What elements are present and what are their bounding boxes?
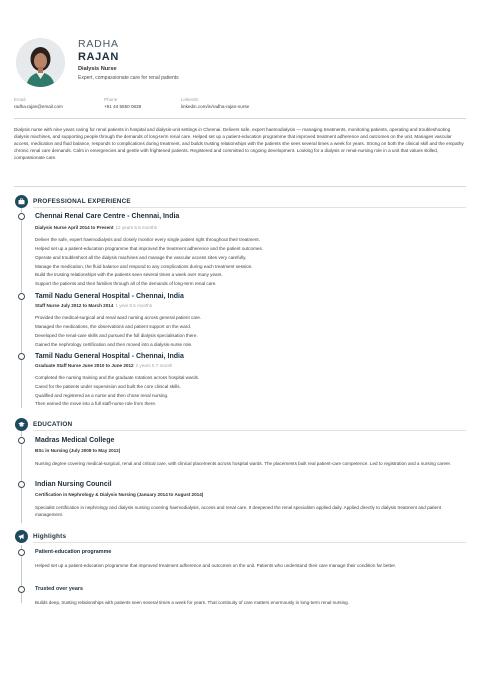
timeline-dot <box>18 353 25 360</box>
job-bullet: Qualified and registered as a nurse and then chose renal nursing. <box>35 393 169 398</box>
job-duration: 2 years 0.7 month <box>135 363 173 368</box>
job-position: Graduate Staff Nurse June 2010 to June 2012 2 years 0.7 month <box>35 363 173 368</box>
job-bullet: Deliver the safe, expert haemodialysis and closely monitor every single patient right throughout their treatment. <box>35 237 260 242</box>
first-name: RADHA <box>78 38 119 50</box>
profile-summary: Dialysis nurse with nine years caring for renal patients in hospital and dialysis-unit settings in Chennai. Delivers safe, expert haemodialysis — managing treatments, monitoring patients, operating and troubleshooting dialysis machines, and supporting people through the demands of long-term renal care. Helped set up a patient-education programme that improved treatment adherence and outcomes on the unit. Manages vascular access, medication and fluid balance, responds to complications during treatment, and builds trusting relationships with the patients she sees several times a week for years. Strong on both the clinical skill and the empathy chronic renal care demands. Calm in emergencies and gentle with frightened patients. Registered and committed to ongoing development. Looking for a dialysis or renal-nursing role in a unit that values skilled, compassionate care. <box>14 127 464 161</box>
contact-email <box>14 97 63 109</box>
linkedin-value[interactable]: linkedin.com/in/radha-rajan-nurse <box>181 104 250 109</box>
summary-divider <box>14 186 466 187</box>
job-bullet: Then earned the move into a full staff-nurse role from there. <box>35 401 157 406</box>
job-bullet: Helped set up a patient-education programme that improved the treatment adherence and the patient outcomes. <box>35 246 264 251</box>
job-position: Staff Nurse July 2012 to March 2014 1 year 8.5 months <box>35 303 153 308</box>
highlight-description: Builds deep, trusting relationships with patients seen several times a week for years. That continuity of care matters enormously in long-term renal nursing. <box>35 600 349 605</box>
education-description: Specialist certification in nephrology and dialysis nursing covering haemodialysis, access and renal care. It deepened the renal specialism applied daily. Applied directly to dialysis treatment and patient management. <box>35 505 441 517</box>
education-badge <box>15 418 28 431</box>
job-employer: Tamil Nadu General Hospital - Chennai, India <box>35 353 184 360</box>
contact-label: Email <box>14 97 26 102</box>
email-value[interactable]: radha.rajan@email.com <box>14 104 63 109</box>
education-description: Nursing degree covering medical-surgical, renal and critical care, with clinical placements across hospital wards. The placements built real patient-care competence. Led to registration and a nursing career. <box>35 461 452 466</box>
tagline: Expert, compassionate care for renal patients <box>78 75 179 81</box>
job-bullet: Completed the nursing training and the graduate rotations across hospital wards. <box>35 375 200 380</box>
job-bullet: Cared for the patients under supervision and built the core clinical skills. <box>35 384 181 389</box>
job-bullet: Support the patients and their families through all of the demands of long-term renal care. <box>35 281 217 286</box>
highlight-title: Trusted over years <box>35 586 83 592</box>
experience-timeline <box>21 208 22 408</box>
degree: BSc in Nursing (July 2008 to May 2012) <box>35 448 121 453</box>
graduation-cap-icon <box>18 421 25 428</box>
highlights-title: Highlights <box>33 533 67 540</box>
megaphone-icon <box>18 533 25 540</box>
job-bullet: Build the trusting relationships with the patients seen several times a week over many years. <box>35 272 223 277</box>
section-divider <box>33 207 466 208</box>
profile-photo <box>16 38 65 87</box>
job-bullet: Provided the medical-surgical and renal ward nursing across general patient care. <box>35 315 202 320</box>
briefcase-icon <box>18 198 25 205</box>
highlights-badge <box>15 530 28 543</box>
experience-badge <box>15 195 28 208</box>
school-name: Indian Nursing Council <box>35 481 112 488</box>
timeline-dot <box>18 437 25 444</box>
avatar <box>16 38 65 87</box>
job-employer: Chennai Renal Care Centre - Chennai, India <box>35 213 180 220</box>
job-title: Dialysis Nurse <box>78 66 117 72</box>
contact-label: Phone <box>104 97 118 102</box>
timeline-dot <box>18 481 25 488</box>
job-duration: 1 year 8.5 months <box>115 303 153 308</box>
education-timeline <box>21 431 22 523</box>
job-employer: Tamil Nadu General Hospital - Chennai, India <box>35 293 184 300</box>
job-duration: 12 years 5.5 months <box>115 225 158 230</box>
experience-title: PROFESSIONAL EXPERIENCE <box>33 198 131 205</box>
contact-phone <box>104 97 141 109</box>
timeline-dot <box>18 549 25 556</box>
section-divider <box>33 430 466 431</box>
highlight-description: Helped set up a patient-education programme that improved treatment adherence and outcomes on the unit. Patients who understand their care manage their condition far better. <box>35 563 397 568</box>
timeline-dot <box>18 586 25 593</box>
job-position: Dialysis Nurse April 2014 to Present 12 years 5.5 months <box>35 225 158 230</box>
school-name: Madras Medical College <box>35 437 115 444</box>
timeline-dot <box>18 293 25 300</box>
contact-linkedin <box>181 97 249 109</box>
last-name: RAJAN <box>78 51 119 63</box>
section-divider <box>33 542 466 543</box>
phone-value[interactable]: +91 44 5550 0638 <box>104 104 142 109</box>
highlight-title: Patient-education programme <box>35 549 112 555</box>
header-divider <box>14 118 466 119</box>
timeline-dot <box>18 213 25 220</box>
job-bullet: Gained the nephrology certification and then moved into a dialysis-nurse role. <box>35 342 193 347</box>
job-bullet: Operate and troubleshoot all the dialysis machines and manage the vascular access sites very carefully. <box>35 255 247 260</box>
job-bullet: Manage the medication, the fluid balance and respond to any complications during each treatment session. <box>35 264 253 269</box>
job-bullet: Managed the medications, the observations and patient support on the ward. <box>35 324 192 329</box>
contact-label: LinkedIn <box>181 97 199 102</box>
job-bullet: Developed the renal-care skills and pursued the full dialysis specialisation there. <box>35 333 198 338</box>
degree: Certification in Nephrology & Dialysis Nursing (January 2014 to August 2014) <box>35 492 204 497</box>
education-title: EDUCATION <box>33 421 73 428</box>
